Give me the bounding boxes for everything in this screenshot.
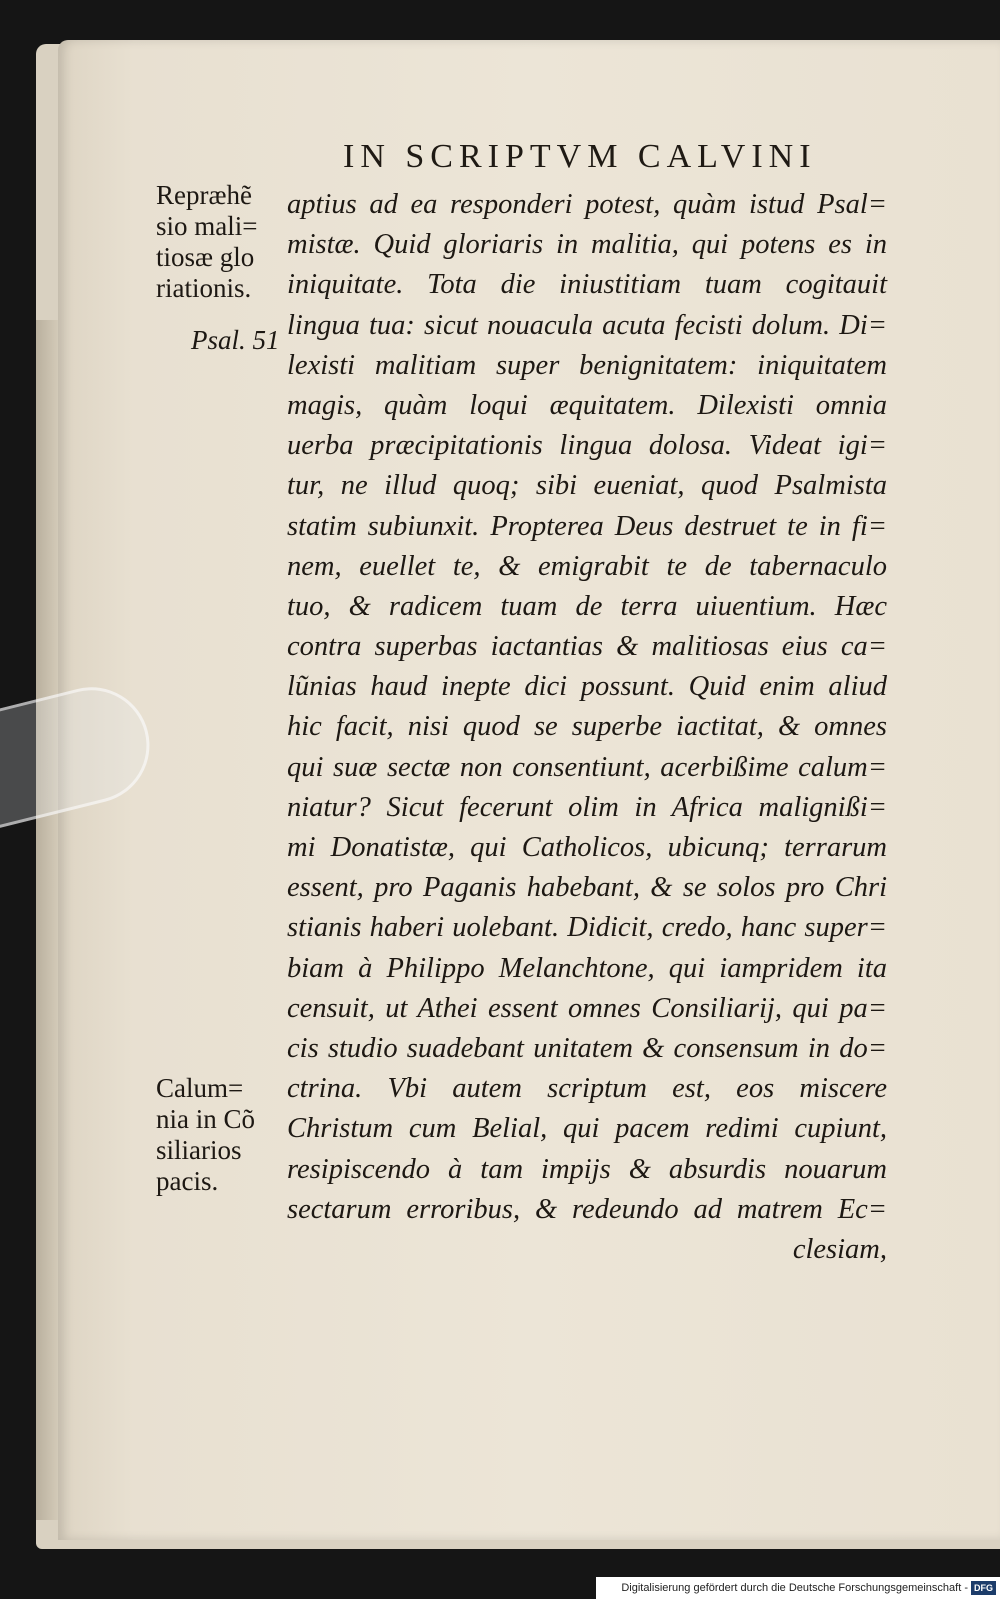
footer-text: Digitalisierung gefördert durch die Deutsche Forschungsgemeinschaft - (621, 1582, 968, 1594)
text-line: uerba præcipitationis lingua dolosa. Videat igi= (287, 430, 887, 462)
text-line: tuo, & radicem tuam de terra uiuentium. Hæc (287, 590, 887, 622)
running-head: IN SCRIPTVM CALVINI (343, 138, 817, 175)
margin-note-line: tiosæ glo (156, 242, 255, 272)
text-line: iniquitate. Tota die iniustitiam tuam cogitauit (287, 269, 887, 301)
page-edge (36, 320, 58, 1520)
body-text (287, 185, 887, 1270)
dfg-logo: DFG (971, 1581, 996, 1595)
text-line: Christum cum Belial, qui pacem redimi cupiunt, (287, 1113, 887, 1145)
margin-note-line: sio mali= (156, 211, 258, 241)
margin-note-line: siliarios (156, 1135, 242, 1165)
text-line: resipiscendo à tam impijs & absurdis nouarum (287, 1153, 887, 1185)
margin-note-psalm: Psal. 51 (191, 325, 280, 355)
text-line: tur, ne illud quoq; sibi eueniat, quod Psalmista (287, 470, 887, 502)
text-line: mistæ. Quid gloriaris in malitia, qui potens es in (287, 229, 887, 261)
text-line: aptius ad ea responderi potest, quàm istud Psal= (287, 189, 887, 220)
text-line: censuit, ut Athei essent omnes Consiliarij, qui pa= (287, 992, 887, 1024)
text-line: stianis haberi uolebant. Didicit, credo, hanc super= (287, 912, 887, 944)
text-line: niatur? Sicut fecerunt olim in Africa malignißi= (287, 791, 887, 823)
margin-note-calumnia (156, 1073, 281, 1197)
text-line: lingua tua: sicut nouacula acuta fecisti dolum. Di= (287, 309, 887, 341)
funding-footer (596, 1577, 1000, 1599)
text-line: biam à Philippo Melanchtone, qui iampridem ita (287, 952, 887, 984)
text-line: sectarum erroribus, & redeundo ad matrem Ec= (287, 1193, 887, 1225)
text-line: magis, quàm loqui æquitatem. Dilexisti omnia (287, 389, 887, 421)
margin-note-line: nia in Cõ (156, 1104, 255, 1134)
text-line: lexisti malitiam super benignitatem: iniquitatem (287, 349, 887, 381)
text-line: statim subiunxit. Propterea Deus destruet te in fi= (287, 510, 887, 542)
margin-note-line: riationis. (156, 273, 252, 303)
text-line: ctrina. Vbi autem scriptum est, eos miscere (287, 1073, 887, 1105)
margin-note-reprehensio (156, 180, 281, 304)
text-line: hic facit, nisi quod se superbe iactitat, & omnes (287, 711, 887, 743)
margin-note-line: pacis. (156, 1166, 219, 1196)
text-line: lũnias haud inepte dici possunt. Quid enim aliud (287, 671, 887, 703)
text-line: contra superbas iactantias & malitiosas eius ca= (287, 631, 887, 663)
text-line: essent, pro Paganis habebant, & se solos pro Chri (287, 872, 887, 904)
margin-note-line: Repræhẽ (156, 180, 252, 210)
text-line: nem, euellet te, & emigrabit te de tabernaculo (287, 550, 887, 582)
text-line: cis studio suadebant unitatem & consensum in do= (287, 1032, 887, 1064)
catchword-line: clesiam, (792, 1233, 887, 1265)
text-line: qui suæ sectæ non consentiunt, acerbißime calum= (287, 751, 887, 783)
margin-note-line: Calum= (156, 1073, 244, 1103)
text-line: mi Donatistæ, qui Catholicos, ubicunq; terrarum (287, 832, 887, 863)
